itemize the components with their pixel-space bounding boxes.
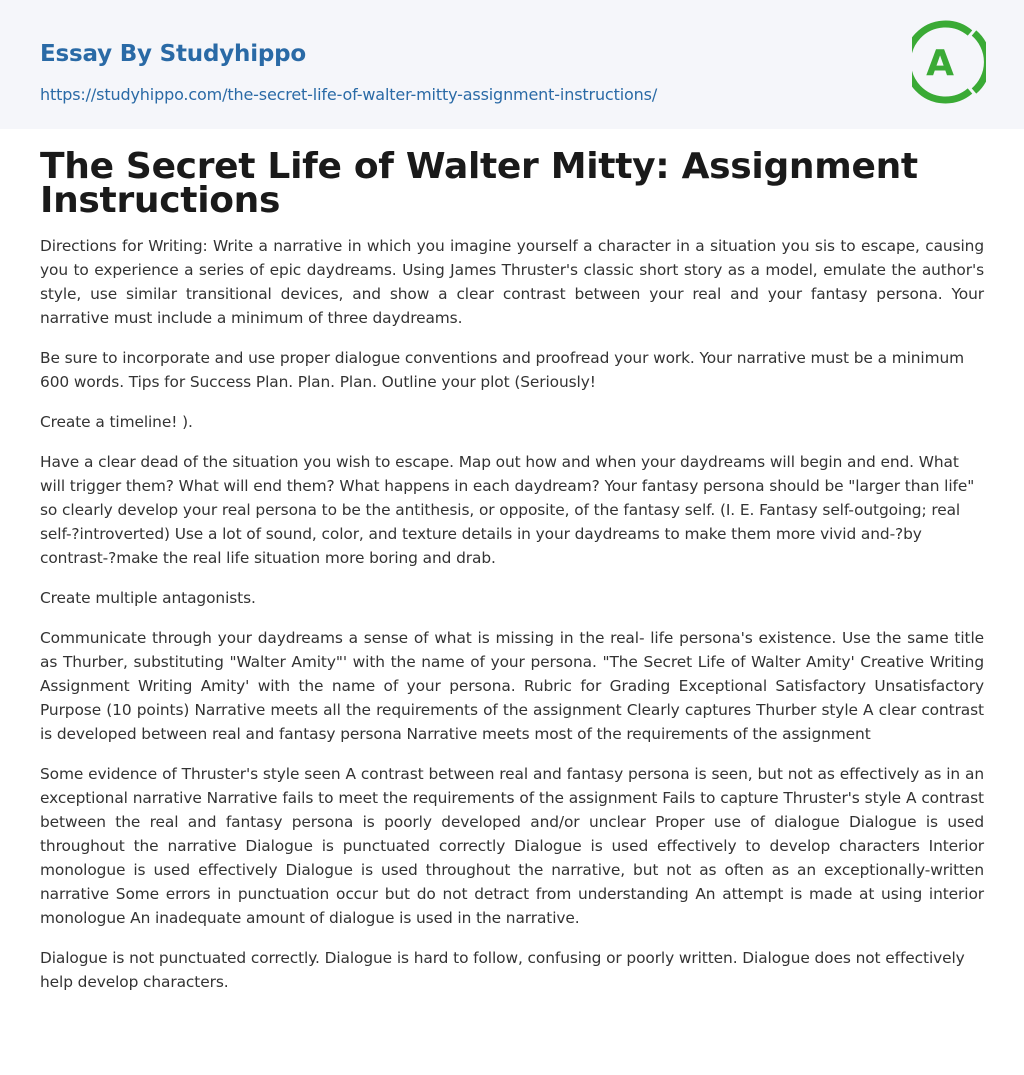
article-paragraph: Create a timeline! ). xyxy=(40,413,193,431)
article-paragraph: Dialogue is not punctuated correctly. Dialogue is hard to follow, confusing or poorly written. Dialogue does not effectively help develop characters. xyxy=(40,949,965,991)
article-paragraph: Create multiple antagonists. xyxy=(40,589,256,607)
article-paragraph: Some evidence of Thruster's style seen A contrast between real and fantasy persona is seen, but not as effectively as in an exceptional narrative Narrative fails to meet the requirements of the assignment Fails to capture Thruster's style A contrast between the real and fantasy persona is poorly developed and/or unclear Proper use of dialogue Dialogue is used throughout the narrative Dialogue is punctuated correctly Dialogue is used effectively to develop characters Interior monologue is used effectively Dialogue is used throughout the narrative, but not as often as an exceptionally-written narrative Some errors in punctuation occur but do not detract from understanding An attempt is made at using interior monologue An inadequate amount of dialogue is used in the narrative. xyxy=(40,765,984,927)
article-paragraph: Be sure to incorporate and use proper dialogue conventions and proofread your work. Your narrative must be a minimum 600 words. Tips for Success Plan. Plan. Plan. Outline your plot (Seriously! xyxy=(40,349,965,391)
article-body xyxy=(40,234,984,1010)
article-paragraph: Directions for Writing: Write a narrative in which you imagine yourself a character in a situation you sis to escape, causing you to experience a series of epic daydreams. Using James Thruster's classic short story as a model, emulate the author's style, use similar transitional devices, and show a clear contrast between your real and your fantasy persona. Your narrative must include a minimum of three daydreams. xyxy=(40,237,984,327)
page-url-link[interactable]: https://studyhippo.com/the-secret-life-of-walter-mitty-assignment-instructions/ xyxy=(40,85,658,104)
logo-letter: A xyxy=(926,43,954,84)
article-paragraph: Communicate through your daydreams a sense of what is missing in the real- life persona's existence. Use the same title as Thurber, substituting "Walter Amity"' with the name of your persona. "The Secret Life of Walter Amity' Creative Writing Assignment Writing Amity' with the name of your persona. Rubric for Grading Exceptional Satisfactory Unsatisfactory Purpose (10 points) Narrative meets all the requirements of the assignment Clearly captures Thurber style A clear contrast is developed between real and fantasy persona Narrative meets most of the requirements of the assignment xyxy=(40,629,984,743)
article-title: The Secret Life of Walter Mitty: Assignment Instructions xyxy=(40,146,918,221)
article-paragraph: Have a clear dead of the situation you wish to escape. Map out how and when your daydreams will begin and end. What will trigger them? What will end them? What happens in each daydream? Your fantasy persona should be "larger than life" so clearly develop your real persona to be the antithesis, or opposite, of the fantasy self. (I. E. Fantasy self-outgoing; real self-?introverted) Use a lot of sound, color, and texture details in your daydreams to make them more vivid and-?by contrast-?make the real life situation more boring and drab. xyxy=(40,453,975,567)
site-brand[interactable]: Essay By Studyhippo xyxy=(40,41,307,67)
